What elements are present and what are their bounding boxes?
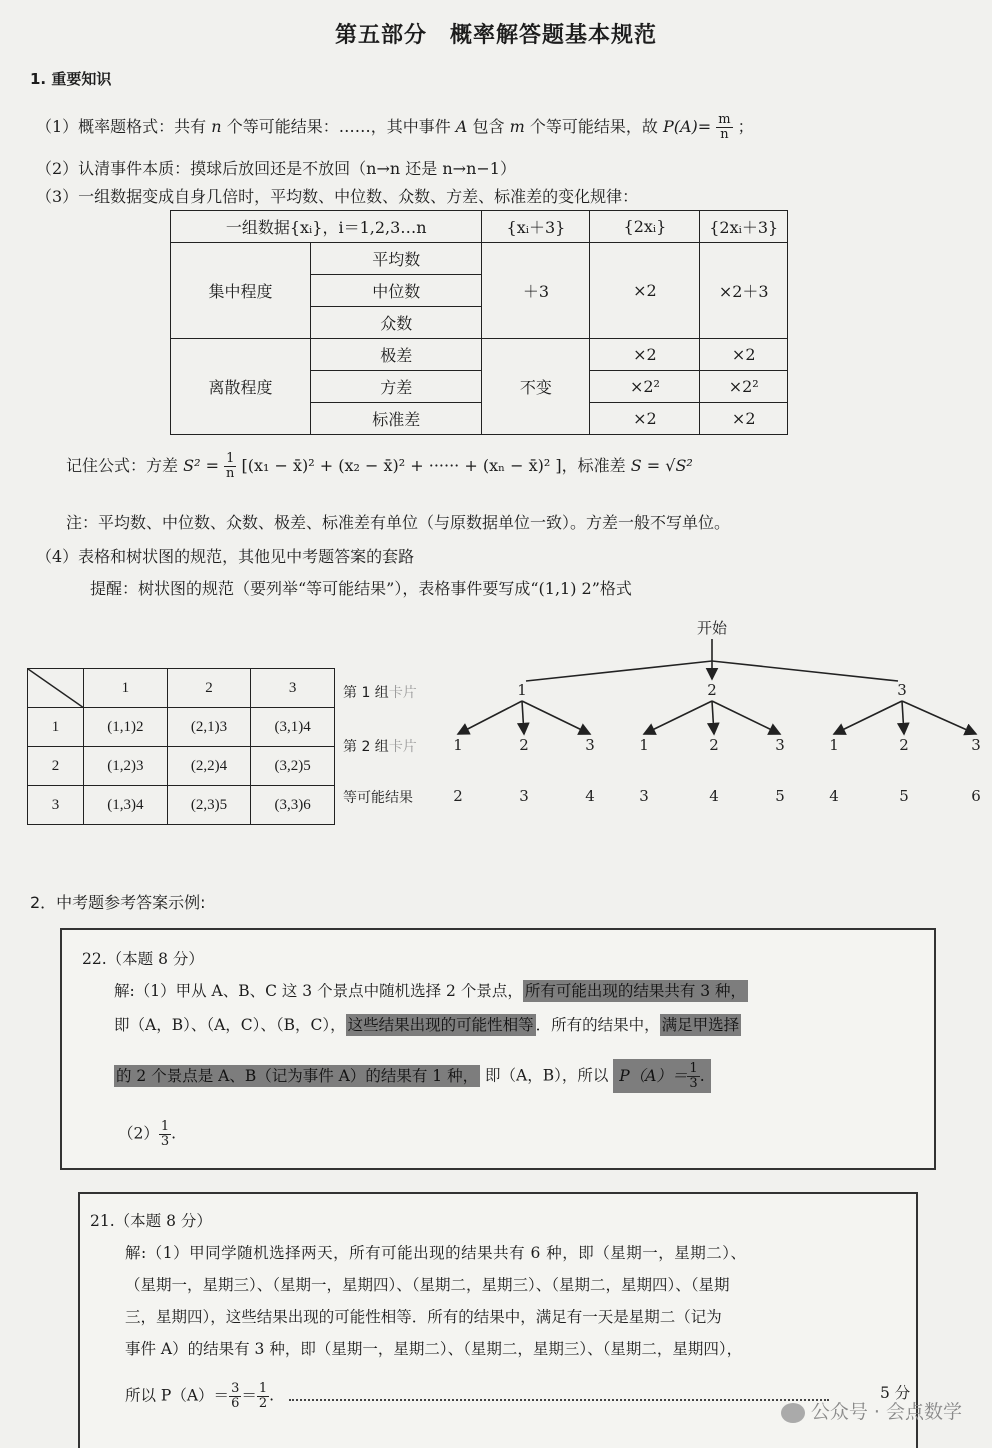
table-row [28, 786, 335, 825]
tree-level2-node: 2 [899, 736, 909, 754]
table-row [28, 708, 335, 747]
tree-branch [522, 701, 590, 734]
table-cell: (3,2)5 [251, 747, 335, 786]
tree-row3-label: 等可能结果 [343, 790, 413, 806]
row-std: 标准差 [311, 403, 482, 435]
formula-body: [(x₁ − x̄)² + (x₂ − x̄)² + ······ + (xₙ − x̄)² ]，标准差 [241, 456, 626, 475]
q22-title: 22.（本题 8 分） [82, 950, 204, 968]
formula-std: S = √S² [630, 456, 693, 475]
page-title: 第五部分 概率解答题基本规范 [334, 23, 657, 48]
p1-end: ； [737, 117, 754, 136]
highlight: 的 2 个景点是 A、B（记为事件 A）的结果有 1 种， [116, 1066, 479, 1085]
row-mode: 众数 [311, 307, 482, 339]
highlight: 满足甲选择 [661, 1016, 740, 1034]
tree-branch [712, 701, 780, 734]
table-cell: (2,1)3 [167, 708, 251, 747]
tree-branch [644, 701, 712, 734]
section2-heading: 2．中考题参考答案示例: [30, 893, 206, 912]
tree-level1-node: 2 [707, 681, 717, 699]
tree-start-label: 开始 [696, 619, 728, 637]
formula-fraction: $\frac{1}{n}$ [226, 451, 235, 481]
table-cell: (2,3)5 [167, 786, 251, 825]
outcome-table [27, 668, 335, 825]
row-range: 极差 [311, 339, 482, 371]
table-cell: (1,2)3 [84, 747, 168, 786]
q21-line1: 解:（1）甲同学随机选择两天，所有可能出现的结果共有 6 种，即（星期一，星期二）、 [125, 1244, 747, 1262]
highlight-probability: P（A）＝ $\frac{1}{3}$ . [613, 1059, 710, 1093]
table-cell: (1,3)4 [84, 786, 168, 825]
dotted-leader [289, 1399, 829, 1401]
p1-mid3: 个等可能结果，故 [529, 117, 658, 136]
watermark-text: 公众号 · 会点数学 [810, 1401, 962, 1423]
table-cell: (3,1)4 [251, 708, 335, 747]
tree-branch [458, 701, 522, 734]
highlight: 这些结果出现的可能性相等 [347, 1016, 534, 1034]
tree-row1-label: 第 1 组卡片 [343, 685, 417, 701]
point-1 [36, 113, 754, 142]
tree-level2-node: 3 [775, 736, 785, 754]
table-header-plus3: {xᵢ＋3} [482, 211, 590, 243]
q22-line2: 即（A，B）、（A，C）、（B，C）， 这些结果出现的可能性相等 ．所有的结果中， 满足甲选择 [114, 1016, 740, 1034]
variance-times2: ×2² [590, 371, 700, 403]
tree-level2-node: 2 [519, 736, 529, 754]
formula-line [66, 452, 693, 481]
col-header: 1 [84, 669, 168, 708]
table-cell: (1,1)2 [84, 708, 168, 747]
q21-line3: 三，星期四），这些结果出现的可能性相等．所有的结果中，满足有一天是星期二（记为 [125, 1308, 722, 1326]
range-times2: ×2 [590, 339, 700, 371]
table-cell: (2,2)4 [167, 747, 251, 786]
q21-line2: （星期一，星期三）、（星期一，星期四）、（星期二，星期三）、（星期二，星期四）、（星期 [125, 1276, 730, 1294]
std-times2plus3: ×2 [700, 403, 788, 435]
p1-A: A [455, 117, 468, 136]
watermark [781, 1397, 962, 1424]
p1-n: n [211, 117, 222, 136]
tree-result: 4 [709, 787, 719, 805]
note: 注：平均数、中位数、众数、极差、标准差有单位（与原数据单位一致）。方差一般不写单位。 [66, 513, 731, 532]
p1-fraction: $\frac{m}{n}$ [718, 112, 731, 142]
table-row [28, 747, 335, 786]
range-times2plus3: ×2 [700, 339, 788, 371]
dispersion-unchanged: 不变 [482, 339, 590, 435]
tree-level2-node: 1 [829, 736, 839, 754]
table-header-times2: {2xᵢ} [590, 211, 700, 243]
p1-prefix: （1）概率题格式：共有 [36, 117, 207, 136]
q22-line1: 解:（1）甲从 A、B、C 这 3 个景点中随机选择 2 个景点， 所有可能出现的结果共有 3 种， [114, 982, 747, 1000]
row-header: 1 [28, 708, 84, 747]
p1-mid2: 包含 [472, 117, 505, 136]
q21-line5: 所以 P（A）＝ $\frac{3}{6}$ ＝ $\frac{1}{2}$ . [125, 1382, 829, 1411]
central-times2plus3: ×2＋3 [700, 243, 788, 339]
tree-result: 5 [899, 787, 909, 805]
tree-row2-label: 第 2 组卡片 [343, 739, 417, 755]
diagonal-line [28, 669, 84, 708]
tree-level2-node: 2 [709, 736, 719, 754]
std-times2: ×2 [590, 403, 700, 435]
central-times2: ×2 [590, 243, 700, 339]
row-median: 中位数 [311, 275, 482, 307]
tree-branch [712, 701, 714, 734]
point-4: （4）表格和树状图的规范，其他见中考题答案的套路 [36, 547, 415, 566]
q21-line4: 事件 A）的结果有 3 种，即（星期一，星期二）、（星期二，星期三）、（星期二，星期四）， [125, 1340, 743, 1358]
col-header: 2 [167, 669, 251, 708]
tip: 提醒：树状图的规范（要列举“等可能结果”），表格事件要写成“(1,1) 2”格式 [90, 579, 632, 598]
group-central: 集中程度 [171, 243, 311, 339]
q22-line3: 的 2 个景点是 A、B（记为事件 A）的结果有 1 种， 即（A，B），所以 P（A）＝ $\frac{1}{3}$ . [114, 1062, 711, 1091]
wechat-icon [781, 1403, 805, 1423]
highlight: 所有可能出现的结果共有 3 种， [524, 982, 747, 1000]
tree-result: 4 [585, 787, 595, 805]
tree-level2-node: 3 [585, 736, 595, 754]
p1-mid1: 个等可能结果：……，其中事件 [226, 117, 451, 136]
point-2: （2）认清事件本质：摸球后放回还是不放回（n→n 还是 n→n−1） [36, 159, 516, 178]
tree-result: 3 [639, 787, 649, 805]
table-header-times2plus3: {2xᵢ＋3} [700, 211, 788, 243]
table-cell: (3,3)6 [251, 786, 335, 825]
col-header: 3 [251, 669, 335, 708]
tree-branch [902, 701, 976, 734]
p1-m: m [509, 117, 525, 136]
table-header-data: 一组数据{xᵢ}，i＝1,2,3…n [171, 211, 482, 243]
section1-heading: 1. 重要知识 [30, 70, 112, 88]
tree-branch [834, 701, 902, 734]
tree-result: 5 [775, 787, 785, 805]
central-plus3: ＋3 [482, 243, 590, 339]
row-header: 3 [28, 786, 84, 825]
q21-score: 5 分 [880, 1384, 911, 1402]
tree-level2-node: 1 [639, 736, 649, 754]
tree-level1-node: 1 [517, 681, 527, 699]
tree-level2-node: 1 [453, 736, 463, 754]
variance-times2plus3: ×2² [700, 371, 788, 403]
row-header: 2 [28, 747, 84, 786]
tree-branch [522, 701, 524, 734]
formula-s2: S² = [183, 456, 219, 475]
table-corner [28, 669, 84, 708]
q22-line4: （2） $\frac{1}{3}$ . [118, 1119, 177, 1149]
tree-level2-node: 3 [971, 736, 981, 754]
row-mean: 平均数 [311, 243, 482, 275]
tree-result: 6 [971, 787, 981, 805]
row-variance: 方差 [311, 371, 482, 403]
statistics-table [170, 210, 788, 435]
group-dispersion: 离散程度 [171, 339, 311, 435]
answer-box-22 [60, 928, 936, 1170]
formula-prefix: 记住公式：方差 [66, 456, 179, 475]
q21-title: 21.（本题 8 分） [90, 1212, 212, 1230]
tree-diagram [430, 615, 990, 815]
tree-level1-node: 3 [897, 681, 907, 699]
tree-result: 4 [829, 787, 839, 805]
point-3: （3）一组数据变成自身几倍时，平均数、中位数、众数、方差、标准差的变化规律： [36, 187, 639, 206]
tree-result: 2 [453, 787, 463, 805]
p1-P: P(A)= [662, 117, 712, 136]
tree-result: 3 [519, 787, 529, 805]
tree-branch [902, 701, 904, 734]
